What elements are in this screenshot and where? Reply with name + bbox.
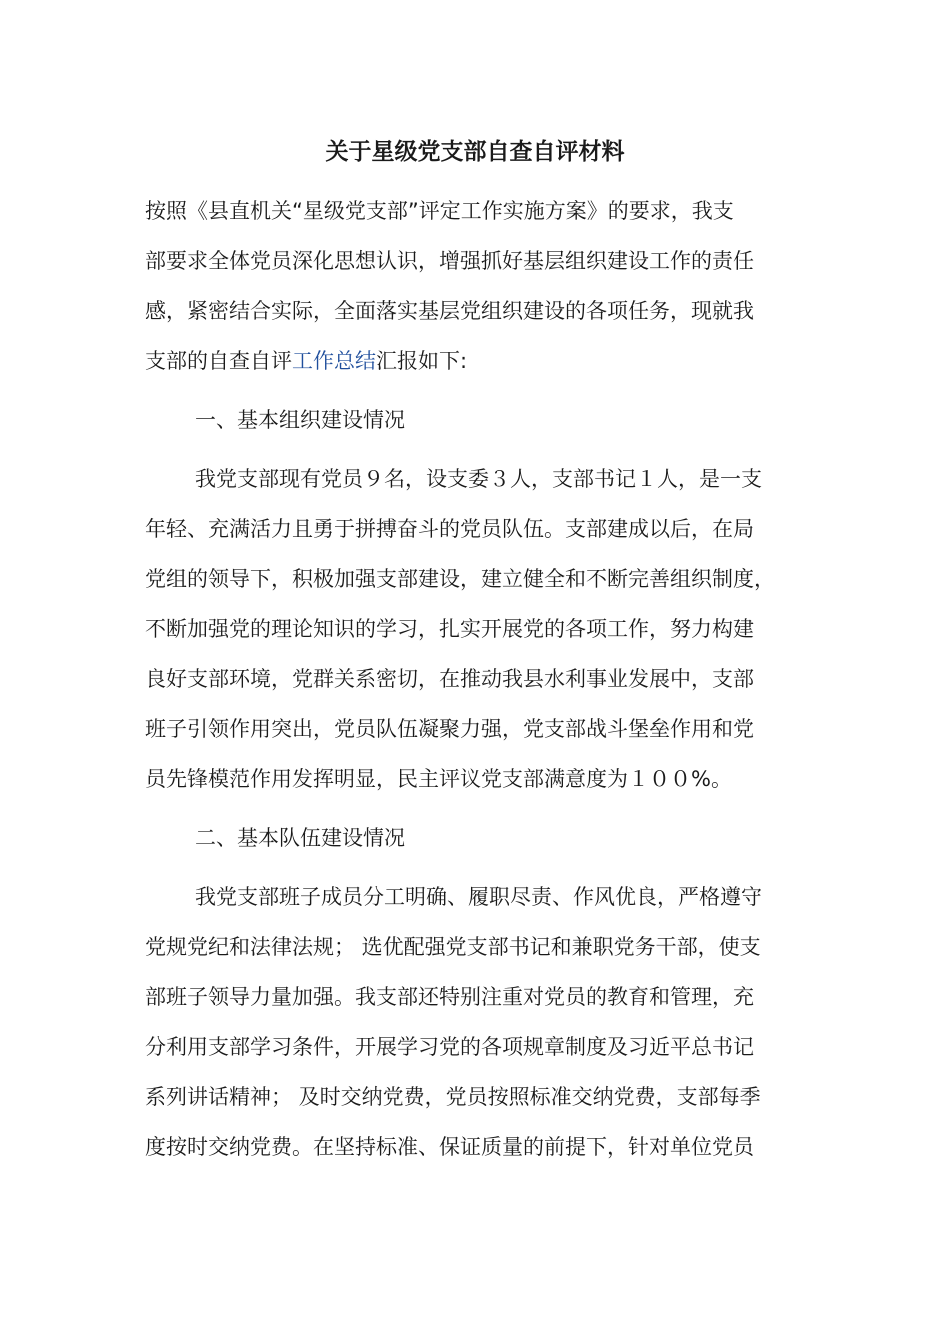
section1-line: 年轻、充满活力且勇于拼搏奋斗的党员队伍。支部建成以后，在局: [145, 517, 754, 541]
intro-line: 感，紧密结合实际，全面落实基层党组织建设的各项任务，现就我: [145, 299, 754, 323]
document-title: 关于星级党支部自查自评材料: [325, 139, 625, 165]
intro-last-line: [145, 336, 805, 386]
section2-line: 我党支部班子成员分工明确、履职尽责、作风优良，严格遵守: [195, 885, 762, 909]
intro-text-before-link: 支部的自查自评: [145, 349, 292, 373]
document-body: [145, 186, 805, 1172]
section2-line: 党规党纪和法律法规； 选优配强党支部书记和兼职党务干部，使支: [145, 935, 761, 959]
section1-line: 党组的领导下，积极加强支部建设，建立健全和不断完善组织制度，: [145, 567, 775, 591]
intro-line: 部要求全体党员深化思想认识，增强抓好基层组织建设工作的责任: [145, 249, 754, 273]
section2-heading: 二、基本队伍建设情况: [195, 826, 405, 850]
work-summary-link[interactable]: 工作总结: [292, 349, 376, 373]
intro-line: 按照《县直机关“星级党支部”评定工作实施方案》的要求，我支: [145, 199, 734, 223]
section1-heading: 一、基本组织建设情况: [195, 408, 405, 432]
section2-line: 分利用支部学习条件，开展学习党的各项规章制度及习近平总书记: [145, 1035, 754, 1059]
section1-line: 不断加强党的理论知识的学习，扎实开展党的各项工作，努力构建: [145, 617, 754, 641]
section1-line: 良好支部环境，党群关系密切，在推动我县水利事业发展中，支部: [145, 667, 754, 691]
section1-line: 班子引领作用突出，党员队伍凝聚力强，党支部战斗堡垒作用和党: [145, 717, 754, 741]
intro-text-after-link: 汇报如下:: [376, 349, 468, 373]
section2-line: 系列讲话精神； 及时交纳党费，党员按照标准交纳党费，支部每季: [145, 1085, 761, 1109]
section1-line: 我党支部现有党员９名，设支委３人，支部书记１人，是一支: [195, 467, 762, 491]
section2-line: 度按时交纳党费。在坚持标准、保证质量的前提下，针对单位党员: [145, 1135, 754, 1159]
section2-line: 部班子领导力量加强。我支部还特别注重对党员的教育和管理，充: [145, 985, 754, 1009]
section1-line: 员先锋模范作用发挥明显，民主评议党支部满意度为１００%。: [145, 767, 732, 791]
